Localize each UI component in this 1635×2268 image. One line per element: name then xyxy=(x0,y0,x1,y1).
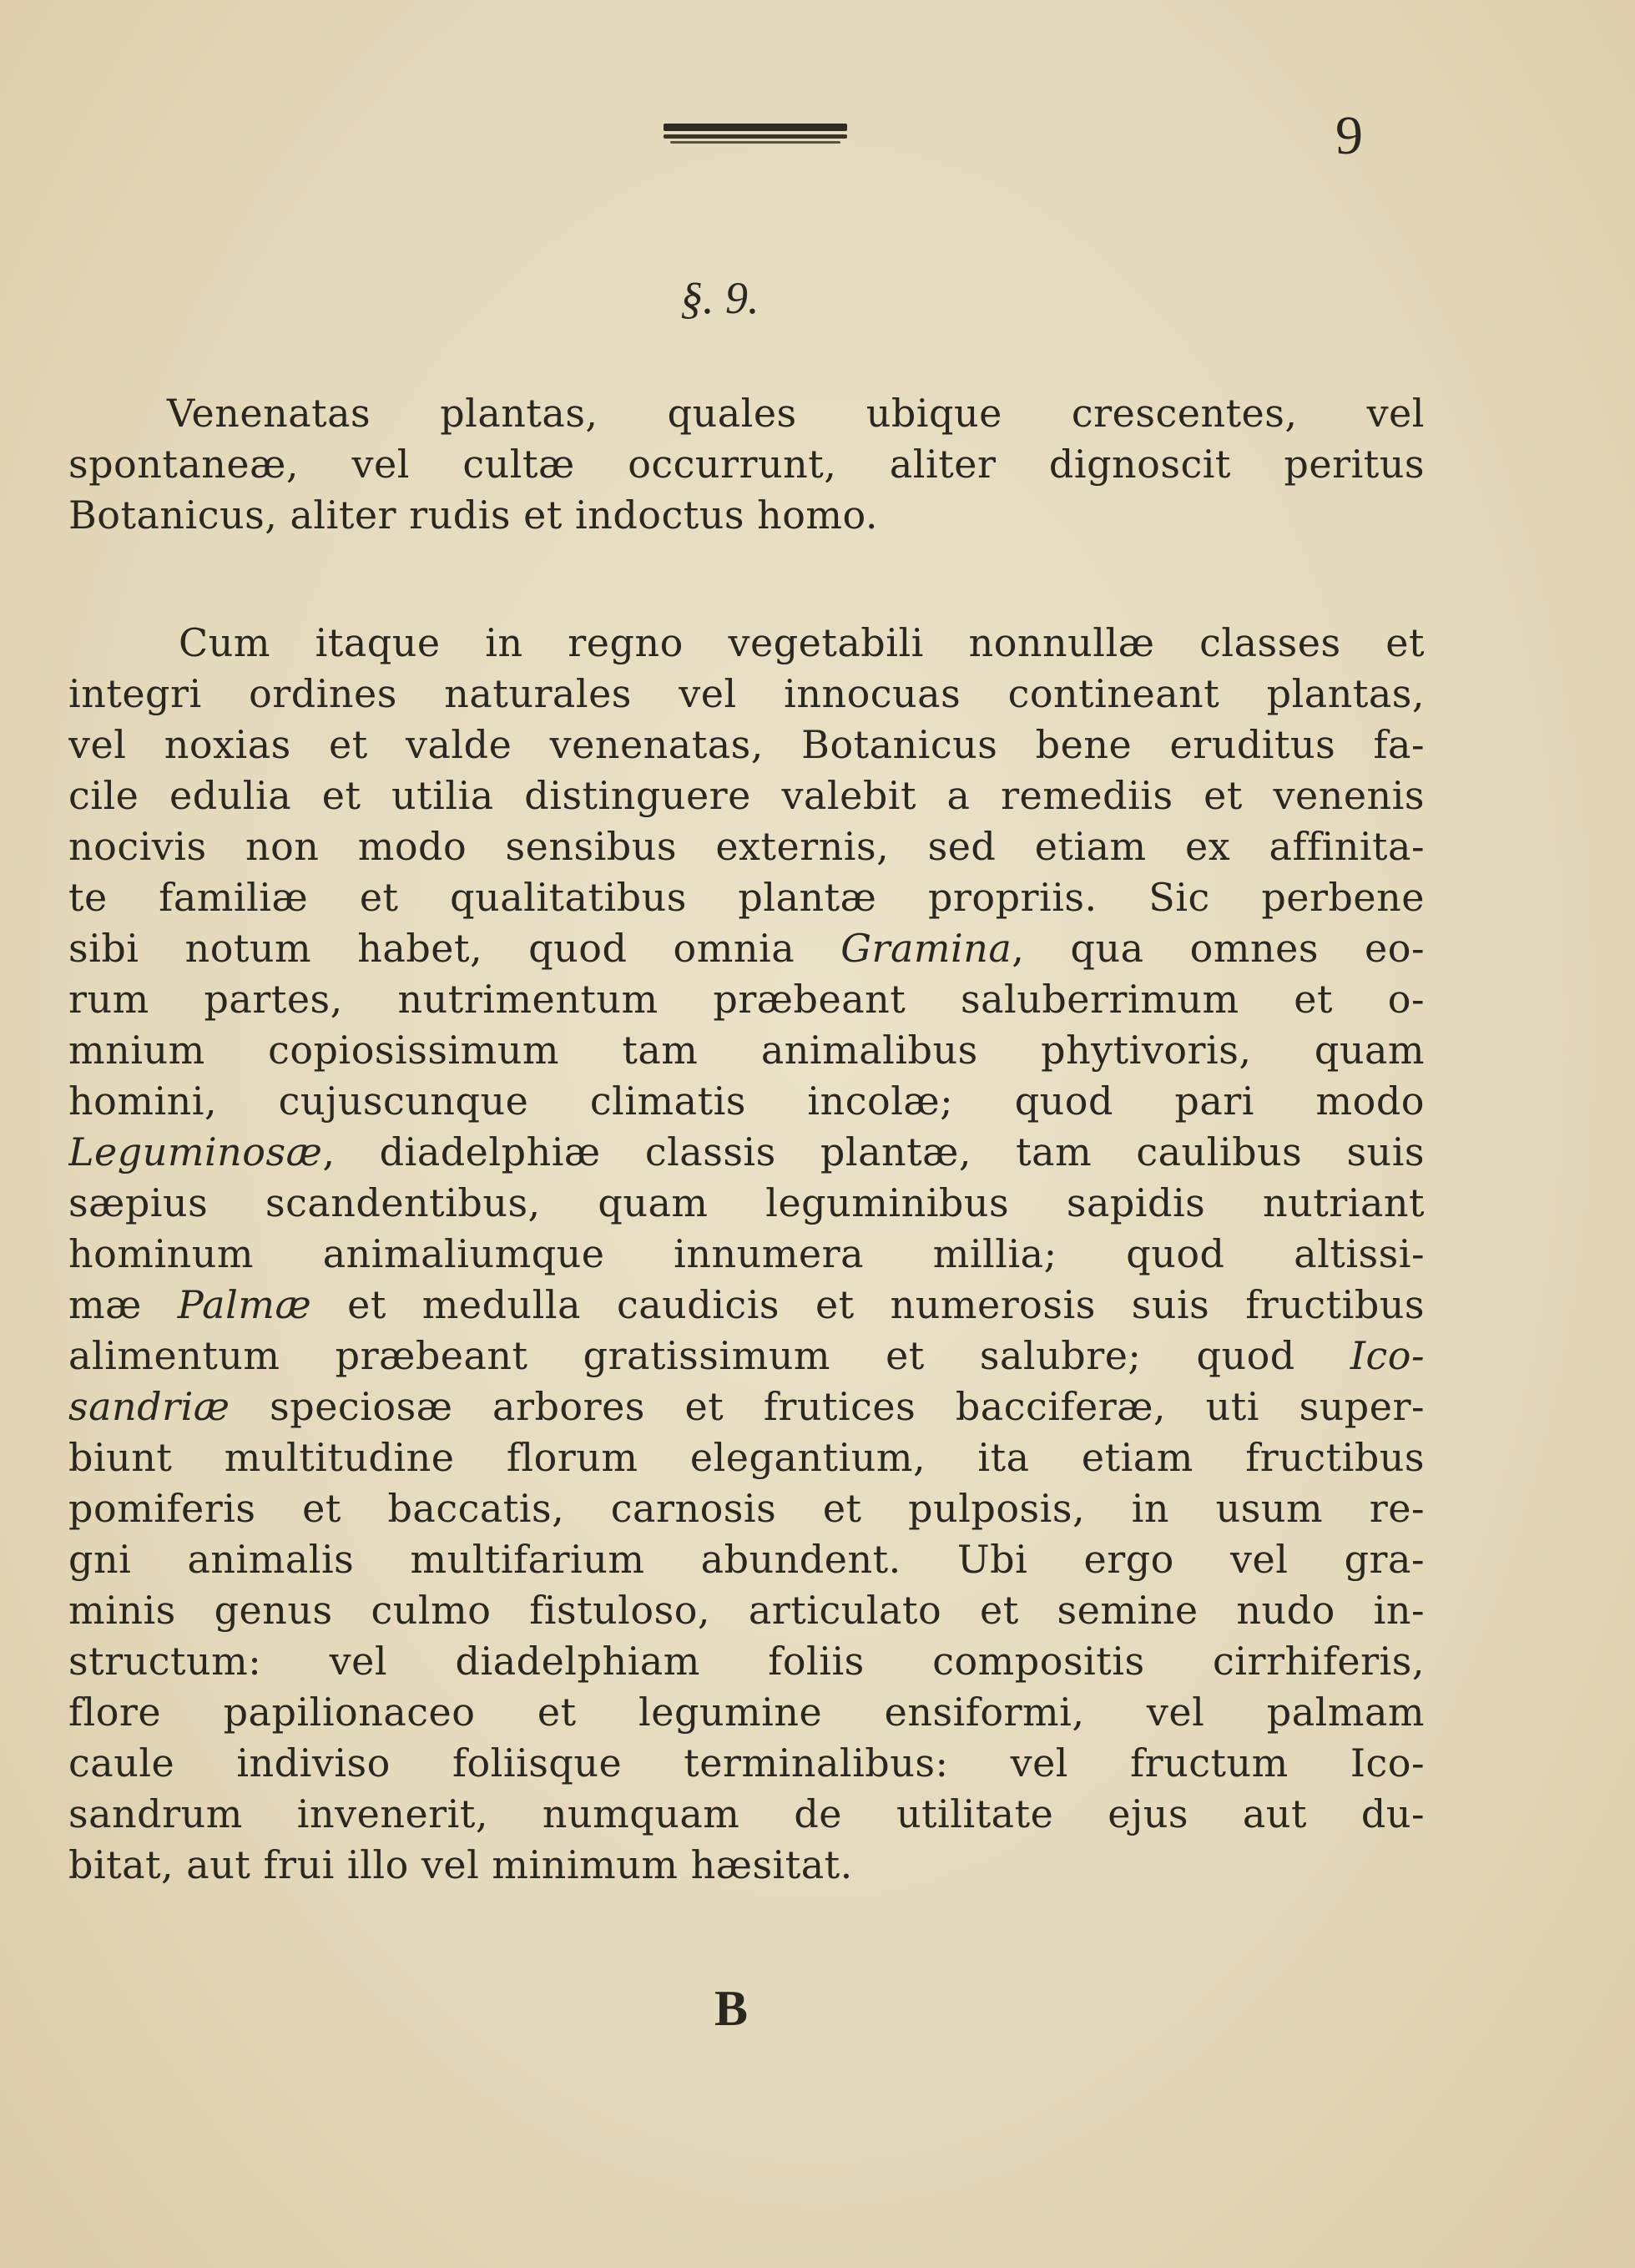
text-segment: diadelphiæ classis plantæ, tam caulibus suis xyxy=(379,1129,1425,1174)
text-line: hominum animaliumque innumera millia; quod altissi- xyxy=(68,1231,1425,1276)
text-segment: alimentum præbeant gratissimum et salubre; quod xyxy=(68,1333,1295,1378)
text-line-mixed xyxy=(68,1280,1425,1331)
text-line: nocivis non modo sensibus externis, sed etiam ex affinita- xyxy=(68,824,1425,869)
text-line: mnium copiosissimum tam animalibus phytivoris, quam xyxy=(68,1028,1425,1073)
text-line: rum partes, nutrimentum præbeant saluberrimum et o- xyxy=(68,977,1425,1022)
text-line: integri ordines naturales vel innocuas contineant plantas, xyxy=(68,671,1425,716)
text-line: caule indiviso foliisque terminalibus: vel fructum Ico- xyxy=(68,1740,1425,1786)
text-line-mixed xyxy=(68,923,1425,974)
text-segment: , xyxy=(322,1129,336,1174)
text-line: Botanicus, aliter rudis et indoctus homo. xyxy=(68,492,879,538)
header-ornament-rule xyxy=(664,124,847,145)
text-segment: et medulla caudicis et numerosis suis fructibus xyxy=(347,1282,1425,1327)
signature-mark: B xyxy=(714,1981,749,2036)
italic-term-gramina: Gramina xyxy=(840,926,1012,971)
italic-term-palmae: Palmæ xyxy=(177,1282,312,1327)
text-line: te familiæ et qualitatibus plantæ propriis. Sic perbene xyxy=(68,875,1425,920)
text-line: spontaneæ, vel cultæ occurrunt, aliter dignoscit peritus xyxy=(68,442,1425,487)
italic-term-leguminosae: Leguminosæ xyxy=(68,1129,323,1174)
text-line: flore papilionaceo et legumine ensiformi, vel palmam xyxy=(68,1690,1425,1735)
text-segment: sibi notum habet, quod omnia xyxy=(68,926,795,971)
text-segment: mæ xyxy=(68,1282,142,1327)
text-line: vel noxias et valde venenatas, Botanicus bene eruditus fa- xyxy=(68,722,1425,767)
text-line: bitat, aut frui illo vel minimum hæsitat. xyxy=(68,1842,853,1887)
ornament-bar-top xyxy=(664,124,847,131)
text-line: gni animalis multifarium abundent. Ubi ergo vel gra- xyxy=(68,1537,1425,1582)
page-number: 9 xyxy=(1335,105,1363,166)
text-line: pomiferis et baccatis, carnosis et pulposis, in usum re- xyxy=(68,1486,1425,1531)
italic-term-ico: Ico- xyxy=(1350,1333,1425,1378)
section-heading: §. 9. xyxy=(680,273,759,323)
text-line: structum: vel diadelphiam foliis compositis cirrhiferis, xyxy=(68,1639,1425,1684)
text-line: cile edulia et utilia distinguere valebit a remediis et venenis xyxy=(68,773,1425,818)
paragraph-1 xyxy=(68,388,1425,541)
ornament-bar-bottom xyxy=(670,141,840,144)
paragraph-2 xyxy=(68,618,1425,1891)
text-line: Venenatas plantas, quales ubique crescentes, vel xyxy=(167,391,1425,436)
text-line: Cum itaque in regno vegetabili nonnullæ classes et xyxy=(179,620,1425,665)
text-segment: speciosæ arbores et frutices bacciferæ, uti super- xyxy=(270,1384,1425,1429)
text-line: biunt multitudine florum elegantium, ita etiam fructibus xyxy=(68,1435,1425,1480)
italic-term-sandriae: sandriæ xyxy=(68,1384,230,1429)
text-line: sandrum invenerit, numquam de utilitate ejus aut du- xyxy=(68,1791,1425,1836)
text-line-mixed xyxy=(68,1127,1425,1178)
text-line: homini, cujuscunque climatis incolæ; quod pari modo xyxy=(68,1078,1425,1124)
text-line-mixed xyxy=(68,1331,1425,1382)
text-segment: , qua omnes eo- xyxy=(1012,926,1425,971)
text-line: sæpius scandentibus, quam leguminibus sapidis nutriant xyxy=(68,1180,1425,1225)
ornament-bar-middle xyxy=(664,134,847,139)
text-line: minis genus culmo fistuloso, articulato et semine nudo in- xyxy=(68,1588,1425,1633)
text-line-mixed xyxy=(68,1382,1425,1432)
